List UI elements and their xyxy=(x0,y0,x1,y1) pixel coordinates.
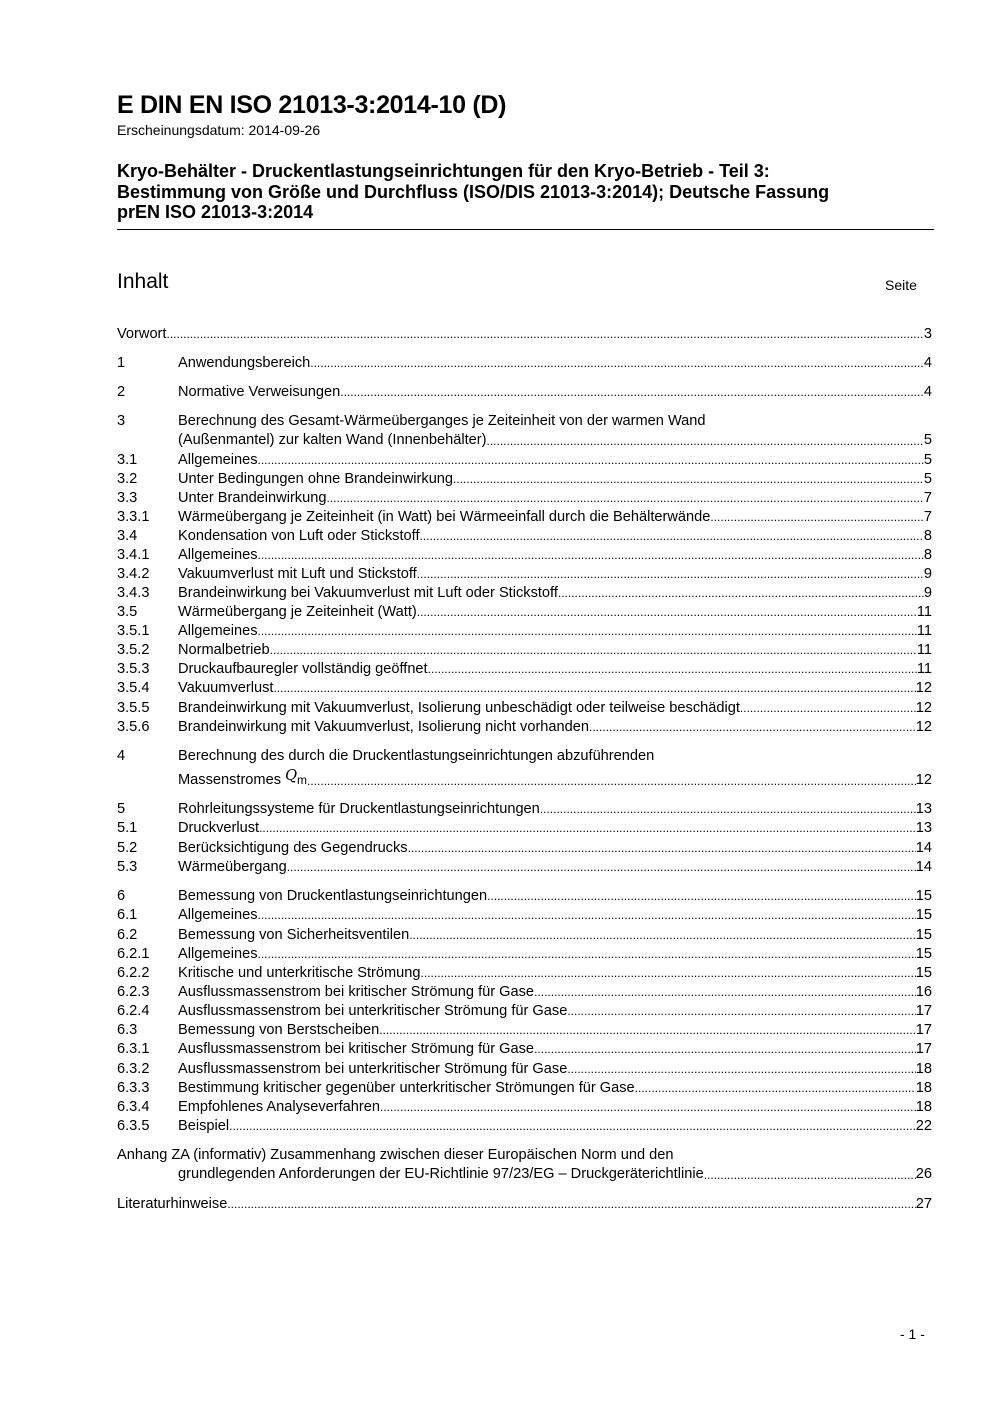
toc-entry[interactable] xyxy=(117,584,932,603)
toc-dot-leader xyxy=(487,434,924,451)
toc-entry-title: Rohrleitungssysteme für Druckentlastungseinrichtungen xyxy=(178,801,540,817)
toc-entry-title: Berücksichtigung des Gegendrucks xyxy=(178,840,408,856)
toc-dot-leader xyxy=(258,947,916,964)
toc-page-number: 17 xyxy=(915,1003,932,1019)
toc-page-number: 18 xyxy=(915,1080,932,1096)
toc-page-number: 13 xyxy=(915,801,932,817)
toc-entry-title: Vakuumverlust xyxy=(178,680,274,696)
toc-page-number: 17 xyxy=(915,1041,932,1057)
toc-entry[interactable] xyxy=(117,622,932,641)
toc-entry[interactable] xyxy=(117,1117,932,1136)
toc-entry-number: 3.3 xyxy=(117,490,138,506)
toc-page-number: 3 xyxy=(923,326,932,342)
toc-page-number: 18 xyxy=(915,1099,932,1115)
toc-page-number: 15 xyxy=(915,946,932,962)
toc-entry[interactable] xyxy=(117,470,932,489)
toc-dot-leader xyxy=(534,985,916,1002)
toc-entry[interactable] xyxy=(117,1079,932,1098)
toc-dot-leader xyxy=(567,1062,915,1079)
toc-entry[interactable] xyxy=(117,527,932,546)
toc-page-number: 17 xyxy=(915,1022,932,1038)
toc-page-number: 16 xyxy=(915,984,932,1000)
toc-entry-title: Anwendungsbereich xyxy=(178,355,311,371)
toc-page-number: 4 xyxy=(923,355,932,371)
toc-entry[interactable] xyxy=(117,1040,932,1059)
toc-entry-number: 3.5.3 xyxy=(117,661,150,677)
toc-dot-leader xyxy=(417,567,924,584)
toc-page-number: 13 xyxy=(915,820,932,836)
toc-entry-title: Normative Verweisungen xyxy=(178,384,341,400)
toc-entry[interactable] xyxy=(117,546,932,565)
toc-page-number: 9 xyxy=(923,585,932,601)
toc-page-number: 11 xyxy=(916,604,932,620)
toc-page-number: 11 xyxy=(916,623,932,639)
toc-entry-number: 6.2 xyxy=(117,927,138,943)
toc-entry[interactable] xyxy=(117,354,932,373)
toc-entry-number: 4 xyxy=(117,748,126,764)
toc-dot-leader xyxy=(287,860,916,877)
toc-dot-leader xyxy=(540,802,916,819)
toc-entry[interactable] xyxy=(117,1195,932,1214)
toc-entry-number: 3 xyxy=(117,413,126,429)
toc-entry[interactable] xyxy=(117,887,932,906)
toc-entry-title: Ausflussmassenstrom bei kritischer Strömung für Gase xyxy=(178,1041,535,1057)
toc-dot-leader xyxy=(740,701,916,718)
toc-entry[interactable] xyxy=(117,747,932,791)
toc-dot-leader xyxy=(408,841,916,858)
toc-entry[interactable] xyxy=(117,718,932,737)
toc-entry-number: 3.5.1 xyxy=(117,623,150,639)
toc-dot-leader xyxy=(258,908,916,925)
toc-entry[interactable] xyxy=(117,906,932,925)
toc-entry-title: Empfohlenes Analyseverfahren xyxy=(178,1099,381,1115)
toc-dot-leader xyxy=(166,327,923,344)
toc-entry-title: Ausflussmassenstrom bei unterkritischer Strömung für Gase xyxy=(178,1003,568,1019)
mass-flow-symbol-letter: Q xyxy=(285,767,298,785)
toc-entry-title: Ausflussmassenstrom bei kritischer Strömung für Gase xyxy=(178,984,535,1000)
toc-entry[interactable] xyxy=(117,699,932,718)
toc-entry-title: Kondensation von Luft oder Stickstoff xyxy=(178,528,420,544)
toc-dot-leader xyxy=(258,624,917,641)
toc-page-label: Seite xyxy=(885,277,917,293)
toc-dot-leader xyxy=(534,1042,916,1059)
toc-entry-title: Anhang ZA (informativ) Zusammenhang zwischen dieser Europäischen Norm und den xyxy=(117,1147,674,1163)
toc-entry-title: Allgemeines xyxy=(178,946,258,962)
toc-page-number: 12 xyxy=(915,772,932,789)
toc-entry-title: Normalbetrieb xyxy=(178,642,270,658)
toc-entry-title: Bemessung von Sicherheitsventilen xyxy=(178,927,410,943)
toc-page-number: 5 xyxy=(923,432,932,449)
toc-entry-title: Allgemeines xyxy=(178,907,258,923)
toc-entry[interactable] xyxy=(117,679,932,698)
toc-entry[interactable] xyxy=(117,964,932,983)
toc-entry-title: Beispiel xyxy=(178,1118,230,1134)
toc-entry-title: Allgemeines xyxy=(178,547,258,563)
toc-dot-leader xyxy=(453,472,924,489)
toc-page-number: 14 xyxy=(915,840,932,856)
toc-page-number: 5 xyxy=(923,471,932,487)
toc-entry-title: Berechnung des Gesamt-Wärmeüberganges je Zeiteinheit von der warmen Wand xyxy=(178,413,706,429)
toc-page-number: 27 xyxy=(915,1196,932,1212)
toc-entry[interactable] xyxy=(117,800,932,819)
toc-entry[interactable] xyxy=(117,945,932,964)
toc-entry-number: 6.3.2 xyxy=(117,1061,150,1077)
toc-dot-leader xyxy=(259,821,916,838)
toc-entry-number: 6.3.5 xyxy=(117,1118,150,1134)
toc-dot-leader xyxy=(421,966,916,983)
toc-page-number: 8 xyxy=(923,547,932,563)
toc-entry-title: Wärmeübergang je Zeiteinheit (in Watt) bei Wärmeeinfall durch die Behälterwände xyxy=(178,509,711,525)
document-id: E DIN EN ISO 21013-3:2014-10 (D) xyxy=(117,91,507,119)
toc-entry-number: 6.3 xyxy=(117,1022,138,1038)
toc-entry[interactable] xyxy=(117,1146,932,1185)
toc-entry[interactable] xyxy=(117,858,932,877)
toc-entry-number: 6 xyxy=(117,888,126,904)
toc-entry-number: 5.2 xyxy=(117,840,138,856)
toc-entry[interactable] xyxy=(117,325,932,344)
toc-entry-title: Literaturhinweise xyxy=(117,1196,228,1212)
toc-dot-leader xyxy=(409,928,916,945)
toc-entry-title: Bestimmung kritischer gegenüber unterkritischer Strömungen für Gase xyxy=(178,1080,635,1096)
toc-entry-title: Wärmeübergang xyxy=(178,859,287,875)
toc-entry-number: 6.1 xyxy=(117,907,138,923)
toc-page-number: 14 xyxy=(915,859,932,875)
toc-dot-leader xyxy=(307,774,916,791)
toc-dot-leader xyxy=(487,889,916,906)
toc-entry-number: 5.3 xyxy=(117,859,138,875)
toc-page-number: 18 xyxy=(915,1061,932,1077)
toc-entry-number: 3.4.1 xyxy=(117,547,150,563)
toc-entry-number: 6.2.3 xyxy=(117,984,150,1000)
toc-entry[interactable] xyxy=(117,839,932,858)
toc-entry[interactable] xyxy=(117,926,932,945)
toc-dot-leader xyxy=(428,662,917,679)
toc-dot-leader xyxy=(227,1197,915,1214)
mass-flow-symbol-subscript: m xyxy=(297,773,308,788)
title-divider xyxy=(117,229,934,230)
toc-entry-title: Druckaufbauregler vollständig geöffnet xyxy=(178,661,428,677)
toc-page-number: 9 xyxy=(923,566,932,582)
toc-dot-leader xyxy=(704,1168,916,1185)
toc-entry[interactable] xyxy=(117,451,932,470)
toc-entry-number: 3.5.2 xyxy=(117,642,150,658)
toc-page-number: 26 xyxy=(915,1166,932,1183)
toc-entry[interactable] xyxy=(117,412,932,451)
toc-entry[interactable] xyxy=(117,1021,932,1040)
toc-entry[interactable] xyxy=(117,489,932,508)
toc-entry-number: 3.4.2 xyxy=(117,566,150,582)
toc-entry-title: Allgemeines xyxy=(178,623,258,639)
toc-dot-leader xyxy=(710,510,923,527)
toc-entry-title-continued: (Außenmantel) zur kalten Wand (Innenbehälter) xyxy=(178,432,487,449)
toc-entry-title: Unter Bedingungen ohne Brandeinwirkung xyxy=(178,471,454,487)
toc-page-number: 5 xyxy=(923,452,932,468)
toc-page-number: 12 xyxy=(915,719,932,735)
toc-entry[interactable] xyxy=(117,383,932,402)
toc-dot-leader xyxy=(635,1081,916,1098)
toc-entry-title-continued: grundlegenden Anforderungen der EU-Richtlinie 97/23/EG – Druckgeräterichtlinie xyxy=(178,1166,704,1183)
toc-page-number: 4 xyxy=(923,384,932,400)
toc-dot-leader xyxy=(258,453,924,470)
toc-entry-title: Bemessung von Berstscheiben xyxy=(178,1022,380,1038)
toc-page-number: 12 xyxy=(915,700,932,716)
toc-entry-number: 3.3.1 xyxy=(117,509,150,525)
toc-entry-number: 3.5.4 xyxy=(117,680,150,696)
toc-entry-title: Kritische und unterkritische Strömung xyxy=(178,965,421,981)
toc-entry-title: Brandeinwirkung mit Vakuumverlust, Isolierung unbeschädigt oder teilweise beschädigt xyxy=(178,700,740,716)
toc-entry-number: 6.3.4 xyxy=(117,1099,150,1115)
toc-entry[interactable] xyxy=(117,565,932,584)
toc-entry-number: 3.5.5 xyxy=(117,700,150,716)
toc-entry-number: 6.2.4 xyxy=(117,1003,150,1019)
toc-entry-title: Brandeinwirkung mit Vakuumverlust, Isolierung nicht vorhanden xyxy=(178,719,589,735)
toc-entry[interactable] xyxy=(117,983,932,1002)
mass-flow-symbol xyxy=(285,766,307,790)
toc-entry[interactable] xyxy=(117,641,932,660)
toc-page-number: 8 xyxy=(923,528,932,544)
toc-page-number: 15 xyxy=(915,888,932,904)
toc-entry[interactable] xyxy=(117,508,932,527)
toc-entry-title: Vakuumverlust mit Luft und Stickstoff xyxy=(178,566,417,582)
toc-entry-number: 6.2.2 xyxy=(117,965,150,981)
toc-page-number: 15 xyxy=(915,965,932,981)
title-line: Kryo-Behälter - Druckentlastungseinrichtungen für den Kryo-Betrieb - Teil 3: xyxy=(117,161,770,181)
toc-entry-number: 6.2.1 xyxy=(117,946,150,962)
toc-entry-number: 3.1 xyxy=(117,452,138,468)
document-title xyxy=(117,161,937,223)
toc-entry-number: 3.5 xyxy=(117,604,138,620)
toc-entry[interactable] xyxy=(117,660,932,679)
toc-page-number: 15 xyxy=(915,907,932,923)
toc-dot-leader xyxy=(589,720,916,737)
toc-dot-leader xyxy=(420,529,924,546)
toc-dot-leader xyxy=(229,1119,916,1136)
title-line: prEN ISO 21013-3:2014 xyxy=(117,202,314,222)
toc-dot-leader xyxy=(273,681,915,698)
toc-entry[interactable] xyxy=(117,603,932,622)
toc-dot-leader xyxy=(567,1004,915,1021)
toc-entry-title: Bemessung von Druckentlastungseinrichtungen xyxy=(178,888,488,904)
toc-entry-title: Brandeinwirkung bei Vakuumverlust mit Luft oder Stickstoff xyxy=(178,585,558,601)
toc-entry-number: 3.5.6 xyxy=(117,719,150,735)
toc-page-number: 7 xyxy=(923,509,932,525)
toc-entry-number: 3.4 xyxy=(117,528,138,544)
toc-entry-title: Allgemeines xyxy=(178,452,258,468)
toc-entry-number: 5.1 xyxy=(117,820,138,836)
toc-entry-title-continued: Massenstromes xyxy=(178,772,281,789)
toc-entry-title: Druckverlust xyxy=(178,820,260,836)
toc-entry-number: 3.2 xyxy=(117,471,138,487)
toc-dot-leader xyxy=(270,643,917,660)
toc-dot-leader xyxy=(417,605,917,622)
toc-entry-number: 2 xyxy=(117,384,126,400)
toc-entry[interactable] xyxy=(117,1002,932,1021)
toc-entry-number: 5 xyxy=(117,801,126,817)
toc-entry[interactable] xyxy=(117,1098,932,1117)
toc-heading: Inhalt xyxy=(117,270,169,293)
publication-date: Erscheinungsdatum: 2014-09-26 xyxy=(117,122,321,138)
title-line: Bestimmung von Größe und Durchfluss (ISO/DIS 21013-3:2014); Deutsche Fassung xyxy=(117,181,830,202)
toc-entry-number: 6.3.3 xyxy=(117,1080,150,1096)
toc-entry-title: Vorwort xyxy=(117,326,167,342)
toc-page-number: 11 xyxy=(916,642,932,658)
toc-entry-title: Unter Brandeinwirkung xyxy=(178,490,327,506)
toc-dot-leader xyxy=(379,1023,916,1040)
toc-page-number: 12 xyxy=(915,680,932,696)
toc-entry-number: 1 xyxy=(117,355,126,371)
toc-entry-number: 6.3.1 xyxy=(117,1041,150,1057)
toc-entry[interactable] xyxy=(117,1060,932,1079)
toc-dot-leader xyxy=(340,385,924,402)
toc-entry-title: Ausflussmassenstrom bei unterkritischer Strömung für Gase xyxy=(178,1061,568,1077)
toc-dot-leader xyxy=(380,1100,916,1117)
toc-page-number: 7 xyxy=(923,490,932,506)
toc-dot-leader xyxy=(558,586,924,603)
page-number: - 1 - xyxy=(900,1326,925,1342)
toc-page-number: 11 xyxy=(916,661,932,677)
toc-entry[interactable] xyxy=(117,819,932,838)
toc-entry-title: Wärmeübergang je Zeiteinheit (Watt) xyxy=(178,604,417,620)
toc-entry-title: Berechnung des durch die Druckentlastungseinrichtungen abzuführenden xyxy=(178,748,655,764)
toc-dot-leader xyxy=(310,356,924,373)
toc-entry-number: 3.4.3 xyxy=(117,585,150,601)
toc-page-number: 22 xyxy=(915,1118,932,1134)
toc-dot-leader xyxy=(326,491,923,508)
toc-dot-leader xyxy=(258,548,924,565)
toc-page-number: 15 xyxy=(915,927,932,943)
